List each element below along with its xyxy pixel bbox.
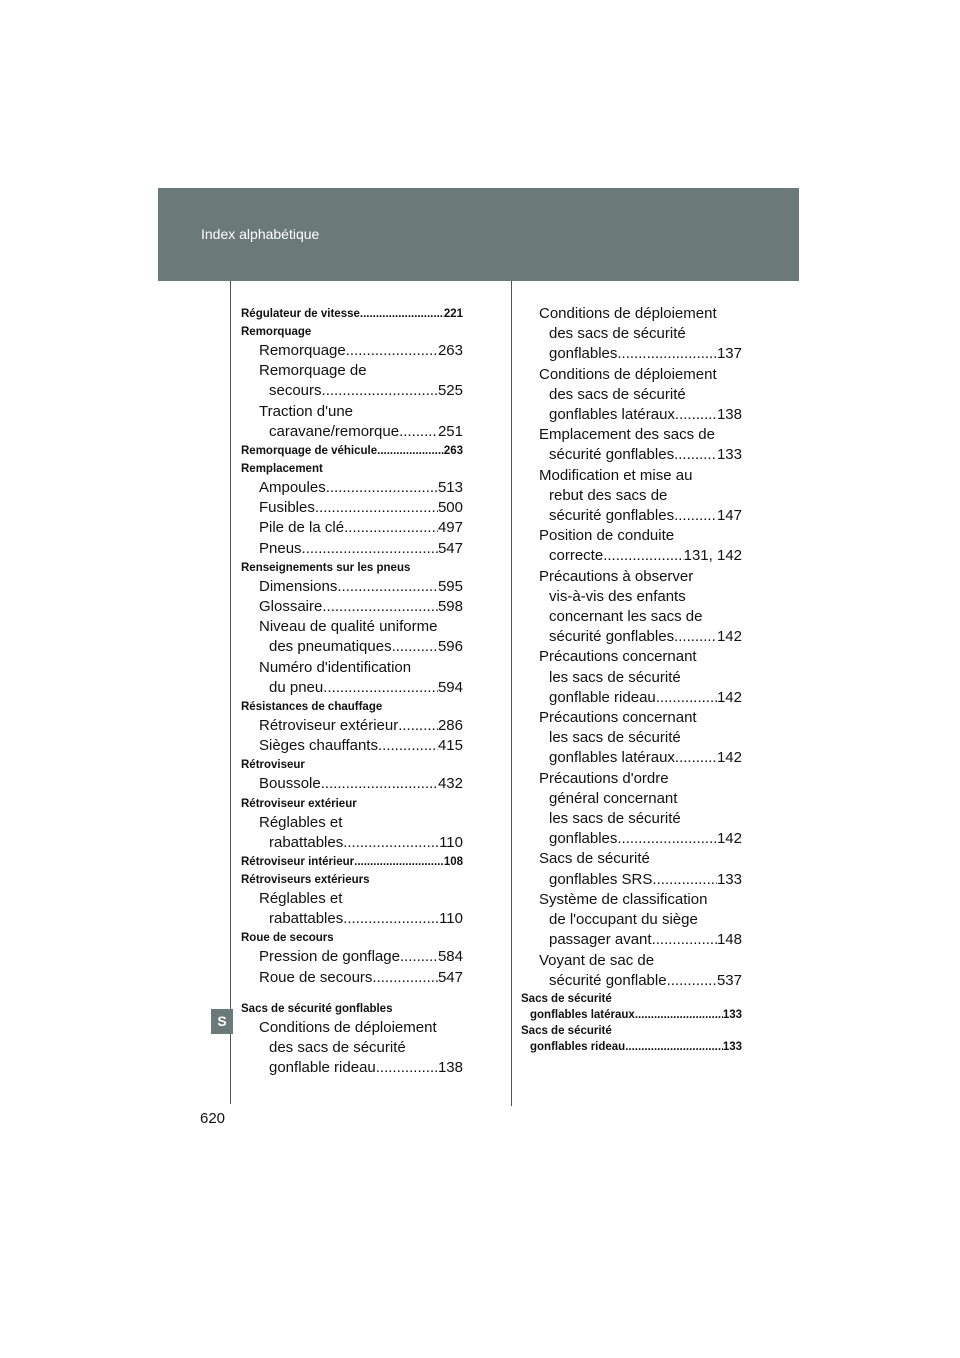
index-heading <box>241 559 463 577</box>
entry-line <box>539 688 742 708</box>
index-entry <box>241 1018 463 1079</box>
entry-line <box>539 607 742 627</box>
page-ref: 137 <box>716 345 742 363</box>
leader-dots <box>378 736 438 756</box>
page-ref: 500 <box>437 499 463 517</box>
entry-line <box>539 789 742 809</box>
leader-dots <box>635 1007 723 1023</box>
entry-line <box>259 381 463 401</box>
entry-line <box>539 425 742 445</box>
page-ref: 598 <box>437 598 463 616</box>
entry-text: rabattables <box>269 910 344 928</box>
index-entry <box>521 466 742 527</box>
entry-text: secours <box>269 382 322 400</box>
index-heading <box>241 1000 463 1018</box>
entry-text: correcte <box>549 547 604 565</box>
entry-text: rabattables <box>269 833 344 851</box>
entry-text: les sacs de sécurité <box>549 810 681 828</box>
entry-text: gonflable rideau <box>549 688 656 706</box>
entry-line <box>259 1038 463 1058</box>
entry-text: passager avant <box>549 931 652 949</box>
index-heading-text: Rétroviseurs extérieurs <box>241 874 370 887</box>
entry-text: de l'occupant du siège <box>549 911 698 929</box>
index-entry <box>521 647 742 708</box>
entry-line <box>539 466 742 486</box>
entry-line <box>539 728 742 748</box>
index-entry <box>241 478 463 498</box>
entry-text: des sacs de sécurité <box>269 1039 406 1057</box>
page-ref: 148 <box>716 931 742 949</box>
entry-line <box>259 909 463 929</box>
page-ref: 263 <box>437 342 463 359</box>
page-ref: 594 <box>437 678 463 696</box>
entry-line <box>539 910 742 930</box>
entry-text: gonflables latéraux <box>549 749 675 767</box>
leader-dots <box>399 422 438 442</box>
leader-dots <box>376 1058 438 1078</box>
index-heading-text: Régulateur de vitesse <box>241 308 360 320</box>
index-heading-text: Renseignements sur les pneus <box>241 561 411 574</box>
leader-dots <box>321 774 438 794</box>
page-ref: 537 <box>716 971 742 989</box>
entry-line <box>259 774 463 794</box>
column-divider-left-lower <box>230 1034 231 1104</box>
index-entry <box>241 889 463 929</box>
leader-dots <box>343 833 439 853</box>
entry-text: Pile de la clé <box>259 519 345 537</box>
leader-dots <box>354 853 444 871</box>
leader-dots <box>372 968 438 988</box>
page-ref: 596 <box>437 638 463 656</box>
entry-line <box>539 587 742 607</box>
entry-line <box>259 341 463 361</box>
header-bar <box>158 188 799 281</box>
entry-line <box>259 658 463 678</box>
index-entry <box>241 968 463 988</box>
entry-line <box>539 567 742 587</box>
leader-dots <box>674 627 717 647</box>
entry-text: sécurité gonflables <box>549 507 675 525</box>
page-number: 620 <box>200 1110 226 1127</box>
entry-line <box>539 647 742 667</box>
leader-dots <box>392 637 438 657</box>
index-entry <box>521 849 742 889</box>
leader-dots <box>302 539 438 559</box>
index-entry <box>521 769 742 850</box>
spacer <box>241 988 463 1000</box>
index-entry <box>521 951 742 991</box>
entry-text: Position de conduite <box>539 527 675 545</box>
entry-line <box>259 498 463 518</box>
entry-line <box>539 486 742 506</box>
section-tab: S <box>211 1009 233 1034</box>
entry-line <box>539 708 742 728</box>
index-entry <box>521 890 742 951</box>
leader-dots <box>343 909 439 929</box>
index-heading <box>241 323 463 341</box>
index-heading <box>241 460 463 478</box>
entry-text: rebut des sacs de <box>549 486 668 504</box>
entry-line <box>259 678 463 698</box>
leader-dots <box>360 305 444 323</box>
entry-line <box>539 445 742 465</box>
entry-text: gonflables latéraux <box>530 1008 635 1021</box>
leader-dots <box>337 577 438 597</box>
index-heading <box>241 929 463 947</box>
index-entry <box>521 567 742 648</box>
leader-dots <box>322 597 438 617</box>
entry-text: Conditions de déploiement <box>259 1018 437 1036</box>
index-entry <box>241 361 463 401</box>
index-heading <box>241 305 463 323</box>
leader-dots <box>617 829 717 849</box>
entry-line <box>259 422 463 442</box>
entry-line <box>539 526 742 546</box>
leader-dots <box>346 341 438 361</box>
leader-dots <box>326 478 438 498</box>
entry-text: Pression de gonflage <box>259 948 400 966</box>
entry-line <box>259 1018 463 1038</box>
entry-text: Conditions de déploiement <box>539 365 717 383</box>
entry-line <box>259 402 463 422</box>
entry-text: sécurité gonflables <box>549 446 675 464</box>
index-heading <box>521 1023 742 1055</box>
page-ref: 584 <box>437 948 463 966</box>
entry-text: Roue de secours <box>259 968 373 986</box>
page-ref: 525 <box>437 382 463 400</box>
entry-line <box>259 617 463 637</box>
index-heading <box>241 756 463 774</box>
page-ref: 142 <box>716 688 742 706</box>
entry-text: Remorquage <box>259 342 346 359</box>
index-heading-text: Résistances de chauffage <box>241 701 383 714</box>
leader-dots <box>674 445 717 465</box>
leader-dots <box>656 688 717 708</box>
entry-line <box>521 1039 742 1055</box>
page-ref: 131, 142 <box>683 547 742 565</box>
entry-line <box>521 991 742 1007</box>
entry-text: Sièges chauffants <box>259 737 378 755</box>
entry-text: Traction d'une <box>259 402 354 420</box>
entry-line <box>259 947 463 967</box>
index-entry <box>241 658 463 698</box>
page-ref: 497 <box>437 519 463 537</box>
entry-line <box>259 478 463 498</box>
page-ref: 138 <box>716 406 742 424</box>
page-ref: 133 <box>722 1008 742 1021</box>
entry-line <box>259 597 463 617</box>
entry-text: Ampoules <box>259 479 326 497</box>
leader-dots <box>603 546 683 566</box>
entry-text: Niveau de qualité uniforme <box>259 618 438 636</box>
index-entry <box>241 617 463 657</box>
entry-text: Fusibles <box>259 499 315 517</box>
index-column-right <box>521 304 742 1055</box>
entry-line <box>259 889 463 909</box>
page-ref: 147 <box>716 507 742 525</box>
entry-text: caravane/remorque <box>269 422 400 440</box>
leader-dots <box>674 506 717 526</box>
entry-line <box>539 304 742 324</box>
leader-dots <box>344 518 438 538</box>
entry-line <box>539 951 742 971</box>
entry-text: concernant les sacs de <box>549 608 703 626</box>
index-entry <box>241 947 463 967</box>
leader-dots <box>315 498 438 518</box>
page-ref: 142 <box>716 749 742 767</box>
entry-line <box>539 829 742 849</box>
index-heading <box>241 442 463 460</box>
index-entry <box>521 425 742 465</box>
page-ref: 142 <box>716 830 742 848</box>
entry-text: Précautions à observer <box>539 567 694 585</box>
column-divider-middle <box>511 281 512 1106</box>
page-ref: 415 <box>437 737 463 755</box>
entry-line <box>259 1058 463 1078</box>
index-entry <box>241 736 463 756</box>
index-heading-text: Rétroviseur <box>241 759 305 772</box>
index-entry <box>241 577 463 597</box>
page-ref: 133 <box>716 446 742 464</box>
entry-text: Réglables et <box>259 813 343 831</box>
entry-text: les sacs de sécurité <box>549 729 681 747</box>
entry-text: Dimensions <box>259 577 338 595</box>
index-heading-text: Sacs de sécurité gonflables <box>241 1002 393 1015</box>
entry-text: des pneumatiques <box>269 638 392 656</box>
index-entry <box>241 813 463 853</box>
index-entry <box>241 774 463 794</box>
page-ref: 110 <box>439 910 463 928</box>
entry-line <box>539 506 742 526</box>
entry-line <box>521 1023 742 1039</box>
index-heading-text: Remorquage de véhicule <box>241 445 378 458</box>
page-ref: 595 <box>437 577 463 595</box>
entry-line <box>539 405 742 425</box>
index-heading-text: Remplacement <box>241 463 323 476</box>
entry-text: Boussole <box>259 775 321 793</box>
entry-line <box>539 365 742 385</box>
entry-text: gonflables rideau <box>530 1040 626 1053</box>
entry-text: Sacs de sécurité <box>539 850 650 868</box>
entry-line <box>539 809 742 829</box>
entry-line <box>259 637 463 657</box>
index-column-left <box>241 305 463 1078</box>
entry-line <box>521 1007 742 1023</box>
entry-line <box>539 870 742 890</box>
entry-line <box>259 736 463 756</box>
index-entry <box>241 341 463 361</box>
page-ref: 432 <box>437 775 463 793</box>
index-entry <box>241 402 463 442</box>
page-ref: 286 <box>437 717 463 735</box>
page-ref: 133 <box>722 1040 742 1053</box>
entry-text: vis-à-vis des enfants <box>549 587 686 605</box>
entry-text: général concernant <box>549 789 678 807</box>
leader-dots <box>377 442 444 460</box>
column-divider-left <box>230 281 231 1018</box>
index-entry <box>241 597 463 617</box>
entry-line <box>539 668 742 688</box>
entry-text: Voyant de sac de <box>539 951 655 969</box>
entry-line <box>259 716 463 736</box>
page-ref: 138 <box>437 1059 463 1077</box>
index-entry <box>241 518 463 538</box>
entry-line <box>539 627 742 647</box>
page-ref: 133 <box>716 870 742 888</box>
entry-line <box>259 833 463 853</box>
entry-text: sécurité gonflables <box>549 628 675 646</box>
entry-text: gonflables <box>549 345 618 363</box>
entry-text: Rétroviseur extérieur <box>259 717 399 735</box>
page-ref: 263 <box>443 445 463 458</box>
entry-text: Glossaire <box>259 598 323 616</box>
page-ref: 221 <box>443 308 463 320</box>
entry-line <box>259 813 463 833</box>
entry-line <box>259 361 463 381</box>
entry-text: Sacs de sécurité <box>521 992 612 1005</box>
index-entry <box>521 526 742 566</box>
page-ref: 110 <box>439 833 463 851</box>
leader-dots <box>398 716 438 736</box>
page-ref: 251 <box>437 422 463 440</box>
entry-text: Numéro d'identification <box>259 658 412 676</box>
entry-line <box>259 539 463 559</box>
entry-line <box>539 849 742 869</box>
entry-text: du pneu <box>269 678 324 696</box>
entry-text: Conditions de déploiement <box>539 305 717 322</box>
entry-line <box>539 971 742 991</box>
index-entry <box>521 304 742 365</box>
leader-dots <box>667 971 717 991</box>
leader-dots <box>675 405 717 425</box>
entry-text: Modification et mise au <box>539 466 693 484</box>
entry-text: gonflables <box>549 830 618 848</box>
leader-dots <box>323 678 438 698</box>
leader-dots <box>400 947 438 967</box>
entry-line <box>539 769 742 789</box>
index-heading <box>241 698 463 716</box>
index-heading-text: Rétroviseur extérieur <box>241 797 357 810</box>
entry-text: Emplacement des sacs de <box>539 426 715 444</box>
entry-text: Pneus <box>259 539 302 557</box>
entry-text: gonflable rideau <box>269 1059 376 1077</box>
entry-text: Précautions concernant <box>539 648 697 666</box>
entry-text: Système de classification <box>539 890 708 908</box>
entry-text: Remorquage de <box>259 362 367 380</box>
page-ref: 108 <box>443 856 463 869</box>
index-heading <box>241 795 463 813</box>
index-heading-text: Remorquage <box>241 326 312 338</box>
leader-dots <box>652 870 717 890</box>
entry-text: Précautions concernant <box>539 709 697 727</box>
leader-dots <box>675 748 717 768</box>
entry-line <box>539 324 742 344</box>
page-ref: 547 <box>437 968 463 986</box>
page-ref: 547 <box>437 539 463 557</box>
entry-line <box>539 546 742 566</box>
entry-text: Sacs de sécurité <box>521 1024 612 1037</box>
entry-line <box>539 344 742 364</box>
page-ref: 513 <box>437 479 463 497</box>
entry-text: des sacs de sécurité <box>549 385 686 403</box>
entry-line <box>539 890 742 910</box>
leader-dots <box>617 344 717 364</box>
leader-dots <box>652 930 717 950</box>
entry-text: Précautions d'ordre <box>539 769 669 787</box>
index-heading <box>241 871 463 889</box>
page-ref: 142 <box>716 628 742 646</box>
index-entry <box>521 708 742 769</box>
index-entry <box>241 716 463 736</box>
leader-dots <box>322 381 438 401</box>
index-entry <box>521 365 742 426</box>
entry-line <box>259 518 463 538</box>
entry-line <box>539 930 742 950</box>
leader-dots <box>625 1039 723 1055</box>
index-heading <box>241 853 463 871</box>
index-entry <box>241 539 463 559</box>
entry-text: gonflables latéraux <box>549 406 675 424</box>
index-heading-text: Rétroviseur intérieur <box>241 856 355 869</box>
entry-text: les sacs de sécurité <box>549 668 681 686</box>
entry-text: gonflables SRS <box>549 870 653 888</box>
entry-text: Réglables et <box>259 890 343 908</box>
entry-line <box>539 385 742 405</box>
entry-line <box>259 968 463 988</box>
entry-text: des sacs de sécurité <box>549 325 686 343</box>
index-heading-text: Roue de secours <box>241 932 334 945</box>
header-title: Index alphabétique <box>201 226 320 242</box>
entry-line <box>259 577 463 597</box>
index-heading <box>521 991 742 1023</box>
entry-line <box>539 748 742 768</box>
entry-text: sécurité gonflable <box>549 971 667 989</box>
index-entry <box>241 498 463 518</box>
